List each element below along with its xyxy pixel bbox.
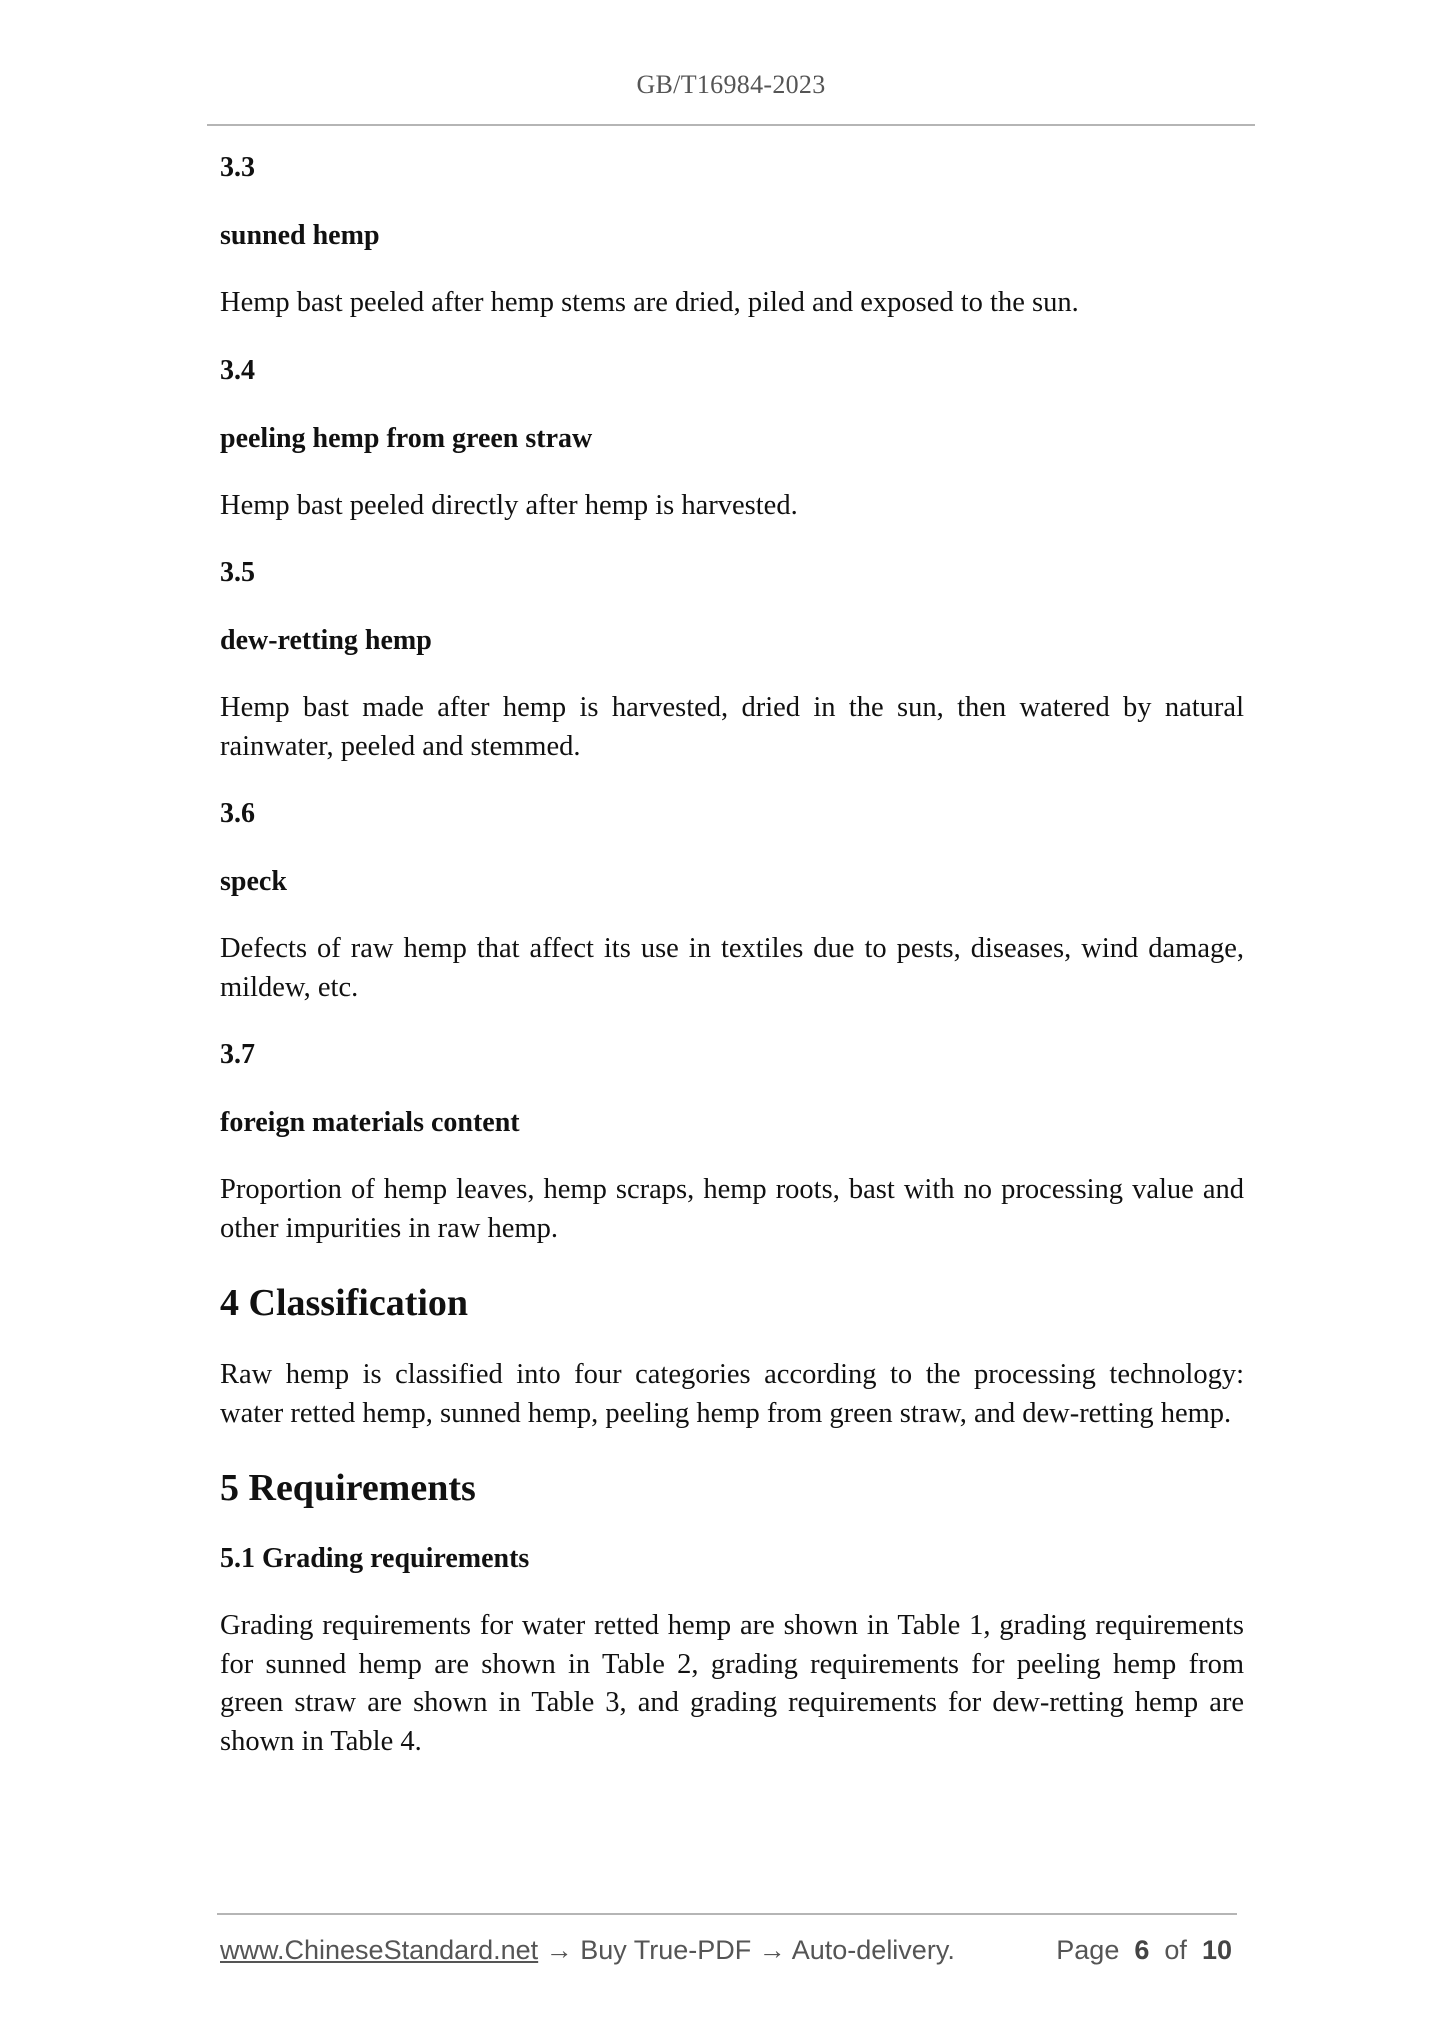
section-heading-requirements: 5 Requirements — [220, 1467, 476, 1509]
term-definition: Hemp bast peeled directly after hemp is harvested. — [220, 489, 798, 521]
term-entry-3-7 — [220, 1037, 1244, 1248]
term-number: 3.6 — [220, 798, 255, 829]
term-number: 3.7 — [220, 1039, 255, 1070]
classification-paragraph: Raw hemp is classified into four categories according to the processing technology: water retted hemp, sunned hemp, peeling hemp from green straw, and dew-retting hemp. — [220, 1359, 1244, 1429]
page-indicator — [1056, 1935, 1232, 1966]
term-definition: Hemp bast made after hemp is harvested, dried in the sun, then watered by natural rainwater, peeled and stemmed. — [220, 692, 1244, 762]
term-entry-3-4 — [220, 353, 1244, 526]
website-link[interactable]: www.ChineseStandard.net — [220, 1935, 539, 1965]
term-number: 3.4 — [220, 354, 255, 386]
section-heading-classification: 4 Classification — [220, 1282, 469, 1324]
subsection-heading-grading: 5.1 Grading requirements — [220, 1543, 530, 1574]
term-number: 3.3 — [220, 152, 255, 183]
page-total: 10 — [1201, 1935, 1232, 1965]
term-name: peeling hemp from green straw — [220, 422, 593, 454]
term-entry-3-3 — [220, 150, 1244, 323]
term-name: dew-retting hemp — [220, 625, 432, 656]
footer-tagline: → Buy True-PDF → Auto-delivery. — [538, 1935, 955, 1965]
page-header — [207, 0, 1255, 126]
page-current: 6 — [1134, 1935, 1150, 1965]
term-entry-3-6 — [220, 796, 1244, 1007]
term-definition: Defects of raw hemp that affect its use in textiles due to pests, diseases, wind damage, mildew, etc. — [220, 933, 1244, 1003]
term-number: 3.5 — [220, 557, 255, 588]
page-content — [220, 150, 1244, 1791]
term-name: speck — [220, 866, 287, 897]
term-entry-3-5 — [220, 555, 1244, 766]
grading-paragraph: Grading requirements for water retted hemp are shown in Table 1, grading requirements for sunned hemp are shown in Table 2, grading requirements for peeling hemp from green straw are shown in Table 3, and grading requirements for dew-retting hemp are shown in Table 4. — [220, 1610, 1244, 1757]
footer-divider — [217, 1913, 1237, 1915]
term-definition: Hemp bast peeled after hemp stems are dried, piled and exposed to the sun. — [220, 287, 1079, 318]
term-name: foreign materials content — [220, 1107, 520, 1138]
term-name: sunned hemp — [220, 220, 380, 251]
footer-promo — [220, 1935, 955, 1966]
document-code: GB/T16984-2023 — [636, 70, 826, 99]
page-label: Page — [1056, 1935, 1120, 1965]
term-definition: Proportion of hemp leaves, hemp scraps, hemp roots, bast with no processing value and other impurities in raw hemp. — [220, 1174, 1244, 1244]
page-of: of — [1164, 1935, 1187, 1965]
